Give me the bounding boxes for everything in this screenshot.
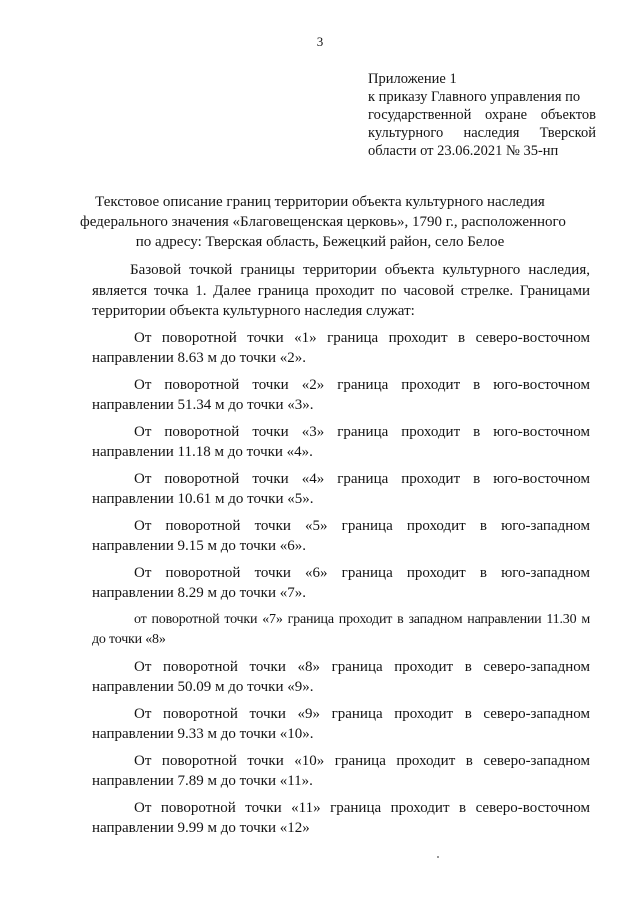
boundary-point-6: От поворотной точки «6» граница проходит в юго-западном направлении 8.29 м до точки «7». [92,564,590,601]
page-number: 3 [316,34,324,49]
appendix-line-4: культурного наследия Тверской [368,125,596,141]
appendix-header [368,70,596,160]
boundary-point-3: От поворотной точки «3» граница проходит в юго-восточном направлении 11.18 м до точки «4». [92,423,590,460]
appendix-line-5: области от 23.06.2021 № 35-нп [368,143,559,159]
appendix-line-1: Приложение 1 [368,71,457,87]
boundary-point-11: От поворотной точки «11» граница проходит в северо-восточном направлении 9.99 м до точки «12» [92,799,590,836]
title-line-1: Текстовое описание границ территории объекта культурного наследия [95,194,545,210]
title-line-2: федерального значения «Благовещенская церковь», 1790 г., расположенного [80,214,566,230]
boundary-point-7: от поворотной точки «7» граница проходит в западном направлении 11.30 м до точки «8» [92,611,590,647]
appendix-line-2: к приказу Главного управления по [368,89,581,105]
document-body [92,260,590,845]
boundary-point-2: От поворотной точки «2» граница проходит в юго-восточном направлении 51.34 м до точки «3». [92,376,590,413]
intro-paragraph: Базовой точкой границы территории объекта культурного наследия, является точка 1. Далее граница проходит по часовой стрелке. Границами территории объекта культурного наследия служат: [92,262,590,319]
boundary-point-9: От поворотной точки «9» граница проходит в северо-западном направлении 9.33 м до точки «10». [92,705,590,742]
title-line-3: по адресу: Тверская область, Бежецкий район, село Белое [135,234,505,250]
scan-speck [437,856,439,858]
boundary-point-1: От поворотной точки «1» граница проходит в северо-восточном направлении 8.63 м до точки «2». [92,329,590,366]
boundary-point-5: От поворотной точки «5» граница проходит в юго-западном направлении 9.15 м до точки «6». [92,517,590,554]
boundary-point-8: От поворотной точки «8» граница проходит в северо-западном направлении 50.09 м до точки «9». [92,658,590,695]
boundary-point-10: От поворотной точки «10» граница проходит в северо-западном направлении 7.89 м до точки «11». [92,752,590,789]
boundary-point-4: От поворотной точки «4» граница проходит в юго-восточном направлении 10.61 м до точки «5». [92,470,590,507]
appendix-line-3: государственной охране объектов [368,107,596,123]
document-title [80,192,566,252]
